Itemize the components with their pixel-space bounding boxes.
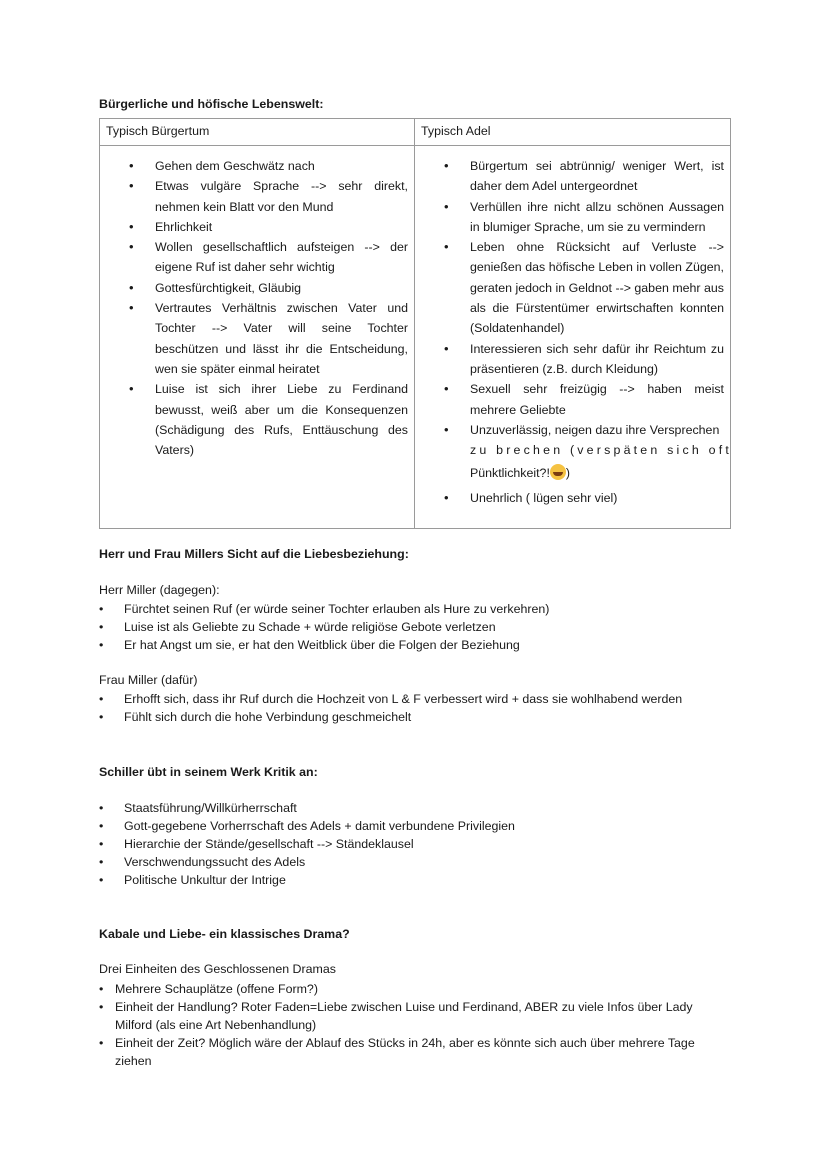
line: zu brechen (verspäten sich oft: [470, 443, 732, 458]
laughing-emoji-icon: [550, 464, 566, 480]
list-item: • Politische Unkultur der Intrige: [99, 871, 729, 889]
list-item: • Verschwendungssucht des Adels: [99, 853, 729, 871]
line-text: Pünktlichkeit?!: [470, 466, 550, 481]
list-item: • Bürgertum sei abtrünnig/ weniger Wert, ist daher dem Adel untergeordnet: [415, 156, 724, 197]
list-item: • Vertrautes Verhältnis zwischen Vater und Tochter --> Vater will seine Tochter beschützen und lässt ihr die Entscheidung, wen sie später einmal heiratet: [100, 298, 408, 379]
list-item: • Luise ist sich ihrer Liebe zu Ferdinand bewusst, weiß aber um die Konsequenzen (Schädigung des Rufs, Enttäuschung des Vaters): [100, 379, 408, 460]
kritik-list: [99, 799, 729, 889]
list-item: • Einheit der Zeit? Möglich wäre der Ablauf des Stücks in 24h, aber es könnte sich auch über mehrere Tage ziehen: [99, 1034, 714, 1070]
line-text: ): [565, 466, 571, 481]
section-heading-kritik: Schiller übt in seinem Werk Kritik an:: [99, 765, 318, 779]
section-heading-drama: Kabale und Liebe- ein klassisches Drama?: [99, 927, 350, 941]
drama-list: [99, 980, 714, 1070]
list-item: • Gott-gegebene Vorherrschaft des Adels + damit verbundene Privilegien: [99, 817, 729, 835]
list-item: • Einheit der Handlung? Roter Faden=Liebe zwischen Luise und Ferdinand, ABER zu viele Infos über Lady Milford (als eine Art Nebenhandlung): [99, 998, 714, 1034]
section-heading-millers: Herr und Frau Millers Sicht auf die Liebesbeziehung:: [99, 547, 409, 561]
list-item: • Etwas vulgäre Sprache --> sehr direkt, nehmen kein Blatt vor den Mund: [100, 176, 408, 217]
list-item: • Staatsführung/Willkürherrschaft: [99, 799, 729, 817]
list-item: • Erhofft sich, dass ihr Ruf durch die Hochzeit von L & F verbessert wird + dass sie wohlhabend werden: [99, 690, 729, 708]
line: [470, 460, 724, 486]
column-header-adel: Typisch Adel: [415, 119, 731, 146]
list-item: • Interessieren sich sehr dafür ihr Reichtum zu präsentieren (z.B. durch Kleidung): [415, 339, 724, 380]
section-heading-lebenswelt: Bürgerliche und höfische Lebenswelt:: [99, 97, 324, 111]
lebenswelt-table: [99, 118, 731, 529]
list-item: • Ehrlichkeit: [100, 217, 408, 237]
frau-miller-list: [99, 690, 729, 726]
adel-cell: [415, 146, 731, 529]
list-item: • Verhüllen ihre nicht allzu schönen Aussagen in blumiger Sprache, um sie zu vermindern: [415, 197, 724, 238]
list-item: • Fürchtet seinen Ruf (er würde seiner Tochter erlauben als Hure zu verkehren): [99, 600, 729, 618]
list-item: • Unehrlich ( lügen sehr viel): [415, 488, 724, 508]
column-header-buergertum: Typisch Bürgertum: [100, 119, 415, 146]
list-item: • Sexuell sehr freizügig --> haben meist mehrere Geliebte: [415, 379, 724, 420]
list-item: • Gehen dem Geschwätz nach: [100, 156, 408, 176]
list-item: • Gottesfürchtigkeit, Gläubig: [100, 278, 408, 298]
buergertum-cell: [100, 146, 415, 529]
list-item: • Luise ist als Geliebte zu Schade + würde religiöse Gebote verletzen: [99, 618, 729, 636]
list-item-unzuverlaessig: [415, 420, 732, 487]
drama-intro: Drei Einheiten des Geschlossenen Dramas: [99, 962, 336, 976]
buergertum-list: [100, 146, 414, 460]
list-item: • Mehrere Schauplätze (offene Form?): [99, 980, 714, 998]
adel-list: [415, 146, 730, 509]
list-item: • Leben ohne Rücksicht auf Verluste --> genießen das höfische Leben in vollen Zügen, geraten jedoch in Geldnot --> gaben mehr aus als die Fürstentümer erwirtschaften konnten (Soldatenhandel): [415, 237, 724, 338]
herr-miller-list: [99, 600, 729, 654]
list-item: • Fühlt sich durch die hohe Verbindung geschmeichelt: [99, 708, 729, 726]
line: • Unzuverlässig, neigen dazu ihre Versprechen: [470, 422, 720, 437]
list-item: • Wollen gesellschaftlich aufsteigen --> der eigene Ruf ist daher sehr wichtig: [100, 237, 408, 278]
frau-miller-label: Frau Miller (dafür): [99, 673, 198, 687]
herr-miller-label: Herr Miller (dagegen):: [99, 583, 220, 597]
list-item: • Er hat Angst um sie, er hat den Weitblick über die Folgen der Beziehung: [99, 636, 729, 654]
list-item: • Hierarchie der Stände/gesellschaft --> Ständeklausel: [99, 835, 729, 853]
